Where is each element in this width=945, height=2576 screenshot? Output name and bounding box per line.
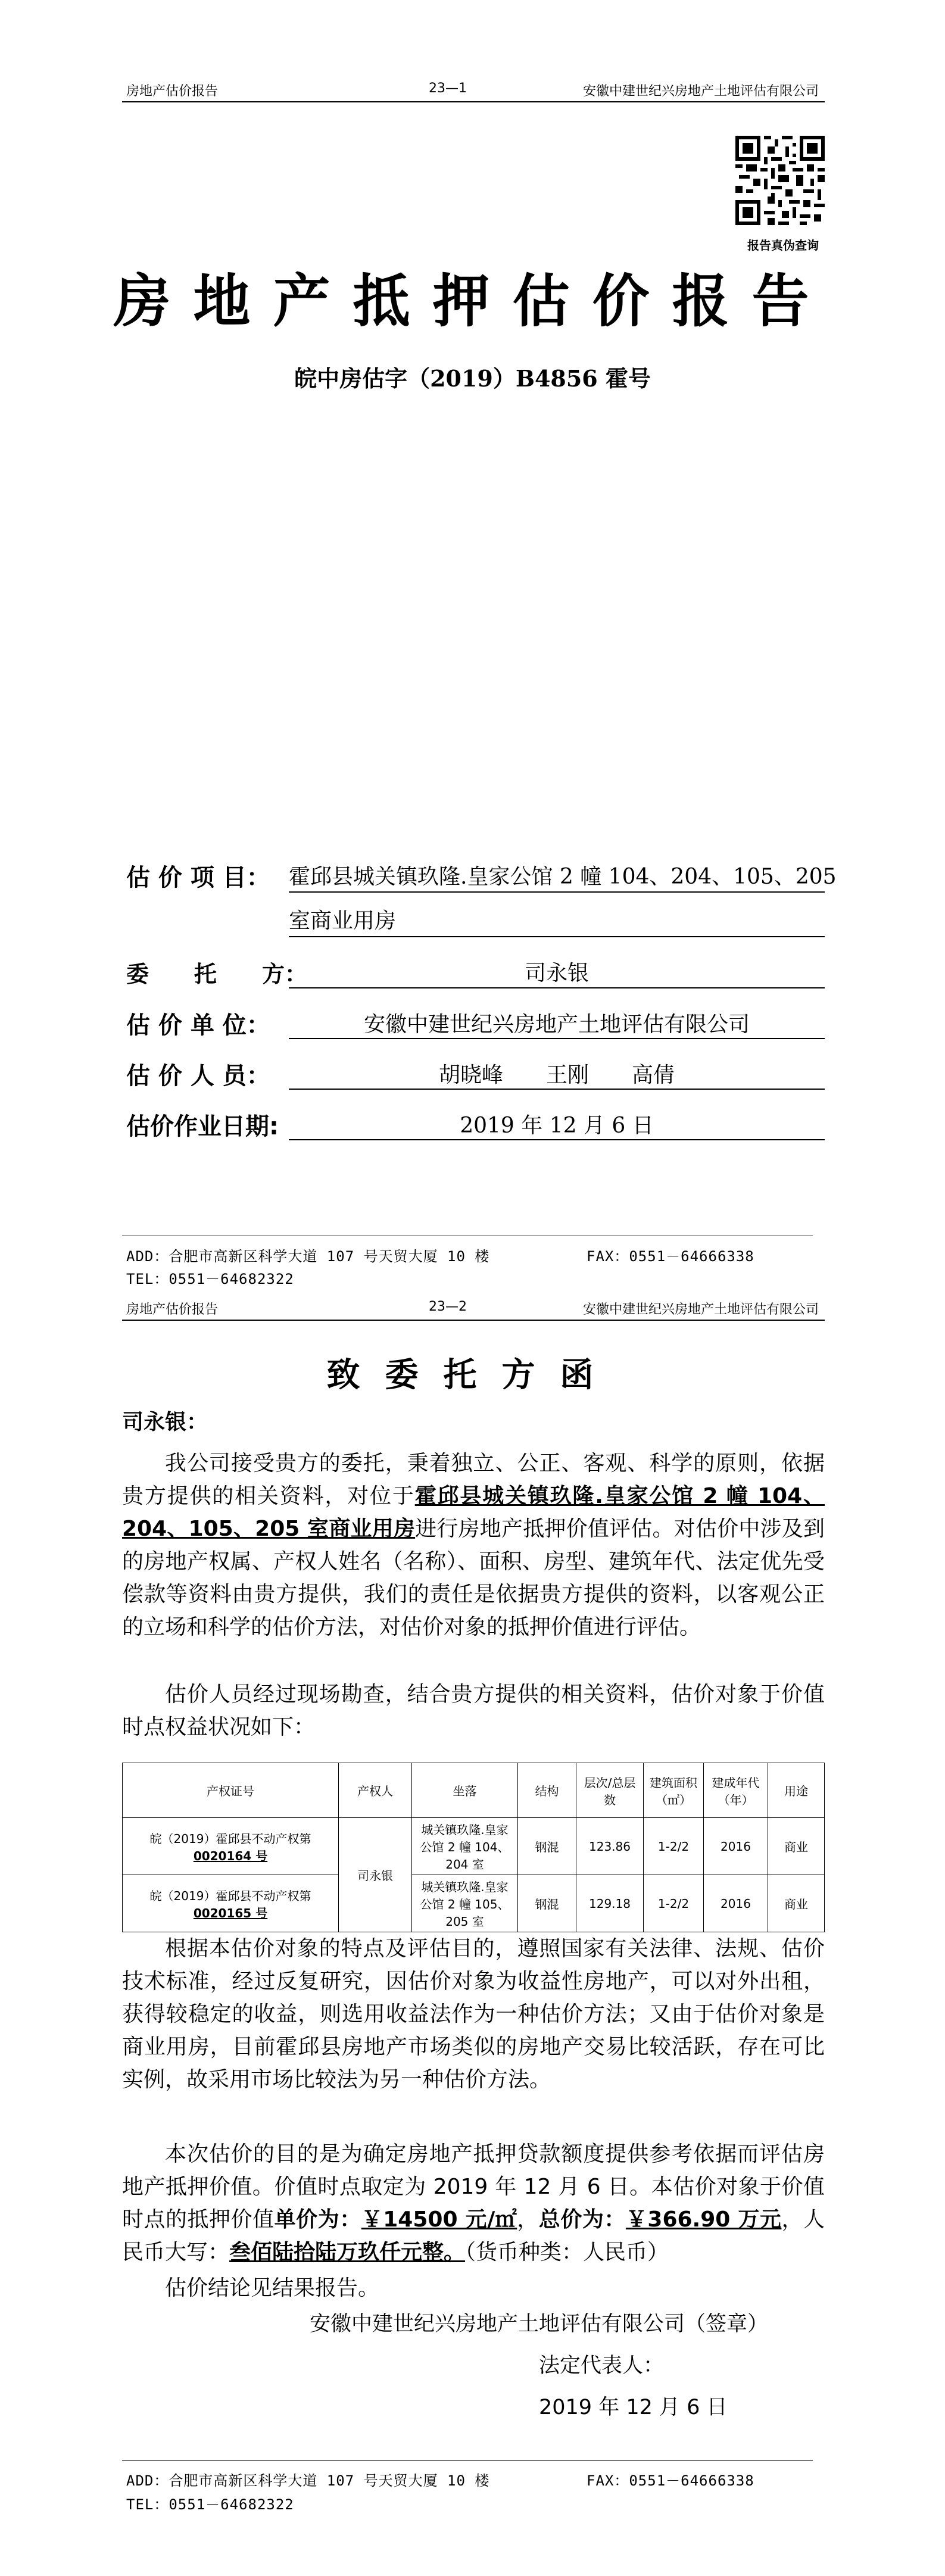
field-label-appraisers: 估 价 人 员： — [126, 1062, 270, 1090]
paragraph-see-report: 估价结论见结果报告。 — [165, 2276, 380, 2300]
report-title: 房地产抵押估价报告 — [113, 268, 832, 335]
table-header: 产权人 — [339, 1763, 412, 1818]
paragraph-text: （货币种类：人民币） — [465, 2240, 669, 2265]
footer-address: ADD：合肥市高新区科学大道 107 号天贸大厦 10 楼 — [126, 2472, 490, 2489]
field-value-work-date: 2019 年 12 月 6 日 — [460, 1114, 654, 1138]
table-header: 建筑面积（㎡） — [644, 1763, 704, 1818]
field-value-appraisers: 胡晓峰 王刚 高倩 — [438, 1063, 675, 1087]
paragraph-conclusion — [122, 2138, 825, 2269]
header-rule — [122, 101, 825, 102]
header-left: 房地产估价报告 — [126, 84, 219, 99]
footer-address: ADD：合肥市高新区科学大道 107 号天贸大厦 10 楼 — [126, 1248, 490, 1265]
page-number: 23—2 — [429, 1299, 467, 1314]
table-cell: 钢混 — [518, 1818, 576, 1875]
total-price-words: 叁佰陆拾陆万玖仟元整。 — [229, 2240, 466, 2265]
footer-fax: FAX：0551－64666338 — [587, 2472, 754, 2489]
table-cell: 商业 — [768, 1875, 825, 1932]
table-row — [123, 1875, 825, 1932]
table-cell: 129.18 — [576, 1875, 644, 1932]
paragraph-method: 根据本估价对象的特点及评估目的，遵照国家有关法律、法规、估价技术标准，经过反复研究，因估价对象为收益性房地产，可以对外出租，获得较稳定的收益，则选用收益法作为一种估价方法；又由于估价对象是商业用房，目前霍邱县房地产市场类似的房地产交易比较活跃，存在可比实例，故采用市场比较法为另一种估价方法。 — [122, 1936, 825, 2092]
underline — [289, 936, 825, 937]
table-cell: 钢混 — [518, 1875, 576, 1932]
letter-title: 致委托方函 — [326, 1356, 619, 1395]
table-header: 产权证号 — [123, 1763, 339, 1818]
underline — [289, 891, 825, 893]
qr-code-icon[interactable] — [735, 136, 825, 225]
table-header: 结构 — [518, 1763, 576, 1818]
header-left: 房地产估价报告 — [126, 1302, 219, 1317]
letter-salutation: 司永银： — [122, 1410, 208, 1434]
paragraph-text: ，人民币大写： — [122, 2207, 825, 2265]
underline — [289, 987, 825, 988]
field-value-appraiser-org: 安徽中建世纪兴房地产土地评估有限公司 — [363, 1012, 750, 1037]
table-header: 建成年代（年） — [704, 1763, 768, 1818]
field-value-project: 霍邱县城关镇玖隆.皇家公馆 2 幢 104、204、105、205 — [289, 865, 837, 889]
table-cell-owner: 司永银 — [339, 1818, 412, 1932]
page-number: 23—1 — [429, 81, 467, 96]
paragraph-text: 进行房地产抵押价值评估。对估价中涉及到的房地产权属、产权人姓名（名称）、面积、房型、建筑年代、法定优先受偿款等资料由贵方提供，我们的责任是依据贵方提供的资料，以客观公正的立场和科学的估价方法，对估价对象的抵押价值进行评估。 — [122, 1517, 825, 1639]
table-cell: 皖（2019）霍邱县不动产权第 0020165 号 — [123, 1875, 339, 1932]
table-row — [123, 1818, 825, 1875]
document-number: 皖中房估字（2019）B4856 霍号 — [294, 365, 651, 392]
table-cell: 123.86 — [576, 1818, 644, 1875]
qr-caption: 报告真伪查询 — [747, 238, 819, 252]
field-label-project: 估 价 项 目： — [126, 864, 270, 891]
field-label-appraiser-org: 估 价 单 位： — [126, 1012, 270, 1039]
underline — [289, 1139, 825, 1140]
header-right: 安徽中建世纪兴房地产土地评估有限公司 — [582, 1302, 819, 1317]
total-price-label: 总价为： — [538, 2207, 626, 2232]
table-cell: 2016 — [704, 1818, 768, 1875]
paragraph-status: 估价人员经过现场勘查，结合贵方提供的相关资料，估价对象于价值时点权益状况如下： — [122, 1682, 825, 1739]
header-rule — [122, 1320, 825, 1321]
table-cell: 1-2/2 — [644, 1818, 704, 1875]
table-cell: 商业 — [768, 1818, 825, 1875]
paragraph-text: 本次估价的目的是为确定房地产抵押贷款额度提供参考依据而评估房地产抵押价值。价值时点取定为 2019 年 12 月 6 日。本估价对象于价值时点的抵押价值 — [122, 2142, 825, 2232]
header-right: 安徽中建世纪兴房地产土地评估有限公司 — [582, 84, 819, 99]
table-cell: 2016 — [704, 1875, 768, 1932]
signature-representative: 法定代表人： — [539, 2354, 665, 2378]
footer-fax: FAX：0551－64666338 — [587, 1248, 754, 1265]
paragraph-text: ， — [517, 2207, 539, 2232]
field-value-client: 司永银 — [524, 961, 589, 986]
total-price-value: ￥366.90 万元 — [625, 2207, 782, 2232]
unit-price-label: 单价为： — [274, 2207, 361, 2232]
table-cell: 城关镇玖隆.皇家公馆 2 幢 104、204 室 — [412, 1818, 518, 1875]
footer-tel: TEL：0551－64682322 — [126, 2496, 294, 2513]
field-label-client: 委 托 方： — [126, 961, 308, 987]
property-table — [122, 1763, 825, 1932]
paragraph-text: 我公司接受贵方的委托，秉着独立、公正、客观、科学的原则，依据贵方提供的相关资料，对位于 — [122, 1451, 825, 1508]
table-cell: 1-2/2 — [644, 1875, 704, 1932]
underline — [289, 1089, 825, 1090]
footer-tel: TEL：0551－64682322 — [126, 1271, 294, 1287]
table-header: 坐落 — [412, 1763, 518, 1818]
table-header: 层次/总层数 — [576, 1763, 644, 1818]
field-label-work-date: 估价作业日期: — [126, 1113, 279, 1140]
footer-rule — [122, 2460, 813, 2461]
unit-price-value: ￥14500 元/㎡ — [361, 2207, 517, 2232]
signature-company: 安徽中建世纪兴房地产土地评估有限公司（签章） — [310, 2312, 769, 2336]
field-value-project-line2: 室商业用房 — [289, 909, 397, 933]
table-cell: 城关镇玖隆.皇家公馆 2 幢 105、205 室 — [412, 1875, 518, 1932]
paragraph-intro — [122, 1447, 825, 1643]
table-cell: 皖（2019）霍邱县不动产权第 0020164 号 — [123, 1818, 339, 1875]
property-address: 霍邱县城关镇玖隆.皇家公馆 2 幢 104、204、105、205 室商业用房 — [122, 1484, 825, 1541]
table-header: 用途 — [768, 1763, 825, 1818]
signature-date: 2019 年 12 月 6 日 — [539, 2396, 728, 2419]
underline — [289, 1038, 825, 1039]
